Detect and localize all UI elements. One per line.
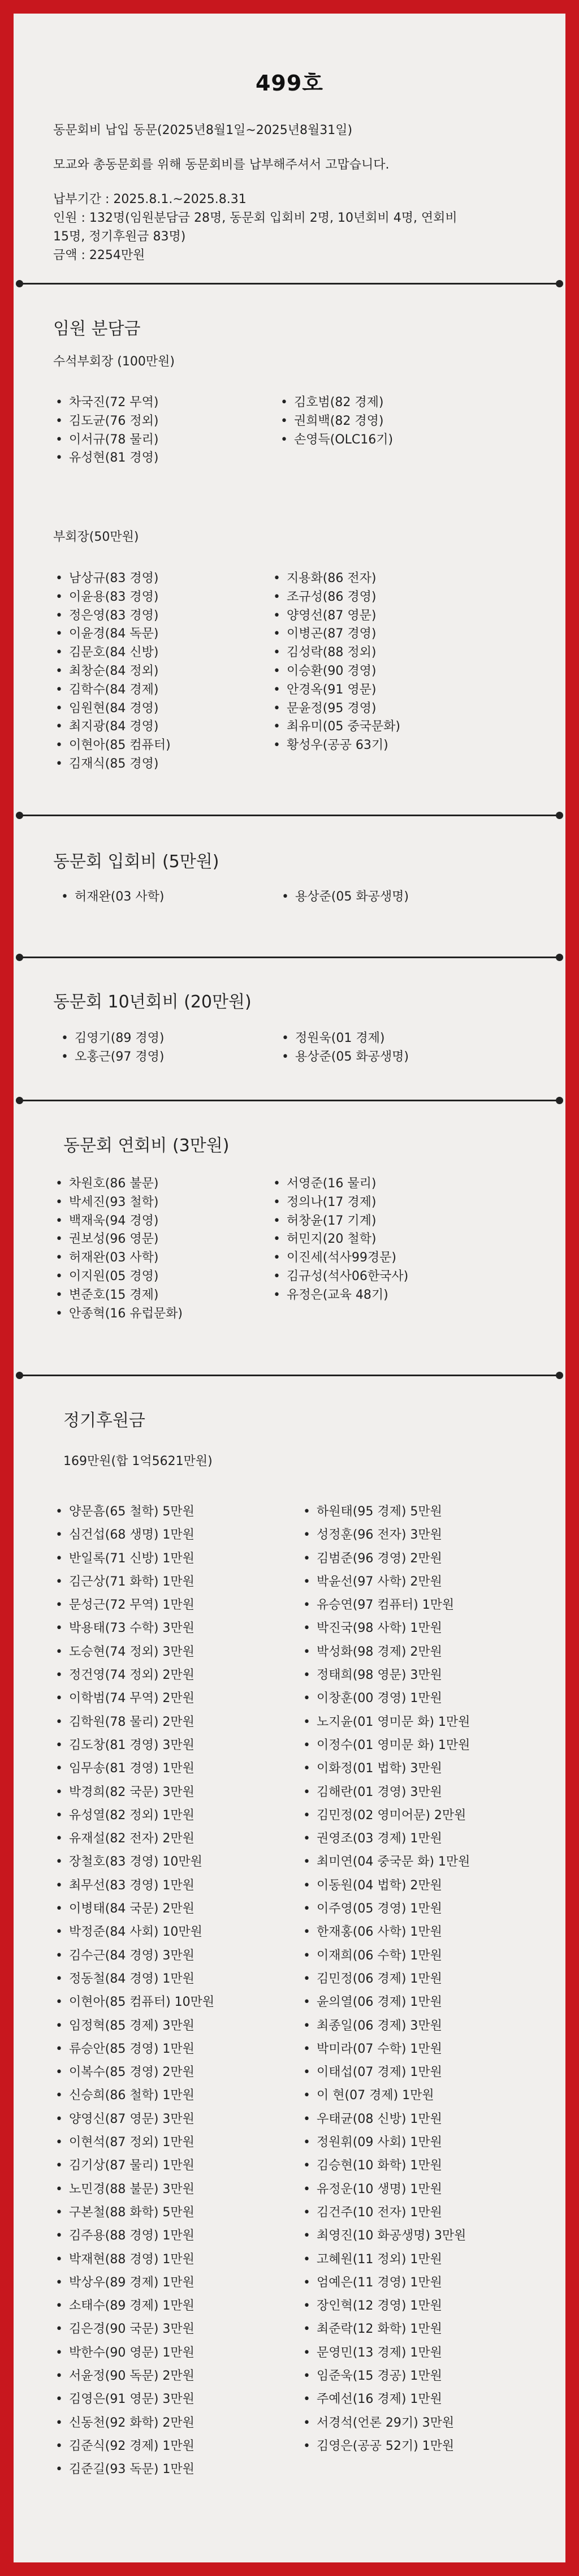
list-item: • 황성우(공공 63기) bbox=[271, 736, 400, 755]
intro-amount: 금액 : 2254만원 bbox=[53, 248, 145, 262]
list-item: • 임정혁(85 경제) 3만원 bbox=[53, 2014, 214, 2037]
list-item: • 주예선(16 경제) 1만원 bbox=[301, 2388, 470, 2411]
intro-count-cont: 15명, 정기후원금 83명) bbox=[53, 230, 186, 244]
list-item: • 김영은(91 영문) 3만원 bbox=[53, 2388, 214, 2411]
list-item: • 문영민(13 경제) 1만원 bbox=[301, 2341, 470, 2364]
list-item: • 유정은(교육 48기) bbox=[271, 1286, 408, 1305]
list-item: • 이복수(85 경영) 2만원 bbox=[53, 2061, 214, 2084]
list-item: • 정원휘(09 사회) 1만원 bbox=[301, 2131, 470, 2154]
deputy-list-right bbox=[271, 570, 400, 755]
list-item: • 박세진(93 철학) bbox=[53, 1194, 183, 1212]
list-item: • 허재완(03 사학) bbox=[53, 1249, 183, 1268]
list-item: • 하원태(95 경제) 5만원 bbox=[301, 1500, 470, 1523]
list-item: • 남상규(83 경영) bbox=[53, 570, 171, 588]
ten-year-section-title: 동문회 10년회비 (20만원) bbox=[53, 992, 252, 1012]
list-item: • 박윤선(97 사학) 2만원 bbox=[301, 1570, 470, 1593]
list-item: • 심건섭(68 생명) 1만원 bbox=[53, 1523, 214, 1547]
list-item: • 유성현(81 경영) bbox=[53, 449, 158, 468]
list-item: • 신동천(92 화학) 2만원 bbox=[53, 2411, 214, 2435]
list-item: • 박용태(73 수학) 3만원 bbox=[53, 1617, 214, 1640]
deputy-list-left bbox=[53, 570, 171, 774]
list-item: • 이동원(04 법학) 2만원 bbox=[301, 1874, 470, 1897]
list-item: • 김은경(90 국문) 3만원 bbox=[53, 2317, 214, 2341]
section-divider bbox=[18, 957, 561, 958]
ten-year-list-right bbox=[279, 1029, 409, 1067]
list-item: • 용상준(05 화공생명) bbox=[279, 1048, 409, 1067]
section-divider bbox=[18, 815, 561, 816]
list-item: • 지용화(86 전자) bbox=[271, 570, 400, 588]
list-item: • 윤의열(06 경제) 1만원 bbox=[301, 1991, 470, 2014]
list-item: • 이병곤(87 경영) bbox=[271, 625, 400, 644]
section-divider bbox=[18, 283, 561, 285]
list-item: • 김도균(76 정외) bbox=[53, 412, 158, 431]
list-item: • 유정운(10 생명) 1만원 bbox=[301, 2178, 470, 2201]
list-item: • 오홍근(97 경영) bbox=[59, 1048, 164, 1067]
entrance-list-left bbox=[59, 888, 164, 907]
list-item: • 도승현(74 정외) 3만원 bbox=[53, 1640, 214, 1664]
list-item: • 유승연(97 컴퓨터) 1만원 bbox=[301, 1593, 470, 1617]
list-item: • 이서규(78 물리) bbox=[53, 431, 158, 450]
list-item: • 소태수(89 경제) 1만원 bbox=[53, 2294, 214, 2317]
list-item: • 신승희(86 철학) 1만원 bbox=[53, 2084, 214, 2107]
list-item: • 김건주(10 전자) 1만원 bbox=[301, 2201, 470, 2224]
list-item: • 최준락(12 화학) 1만원 bbox=[301, 2317, 470, 2341]
list-item: • 한재홍(06 사학) 1만원 bbox=[301, 1920, 470, 1944]
list-item: • 변준호(15 경제) bbox=[53, 1286, 183, 1305]
list-item: • 허창윤(17 기계) bbox=[271, 1212, 408, 1231]
list-item: • 양영신(87 영문) 3만원 bbox=[53, 2108, 214, 2131]
list-item: • 김범준(96 경영) 2만원 bbox=[301, 1547, 470, 1570]
regular-list-right bbox=[301, 1500, 470, 2458]
list-item: • 박경희(82 국문) 3만원 bbox=[53, 1781, 214, 1804]
list-item: • 서영준(16 물리) bbox=[271, 1175, 408, 1194]
list-item: • 이승환(90 경영) bbox=[271, 662, 400, 681]
list-item: • 박한수(90 영문) 1만원 bbox=[53, 2341, 214, 2364]
list-item: • 허민지(20 철학) bbox=[271, 1230, 408, 1249]
list-item: • 장인혁(12 경영) 1만원 bbox=[301, 2294, 470, 2317]
list-item: • 김준길(93 독문) 1만원 bbox=[53, 2458, 214, 2481]
list-item: • 이병태(84 국문) 2만원 bbox=[53, 1897, 214, 1920]
list-item: • 정동철(84 경영) 1만원 bbox=[53, 1967, 214, 1991]
list-item: • 박진국(98 사학) 1만원 bbox=[301, 1617, 470, 1640]
list-item: • 손영득(OLC16기) bbox=[278, 431, 393, 450]
list-item: • 이주영(05 경영) 1만원 bbox=[301, 1897, 470, 1920]
list-item: • 노지윤(01 영미문 화) 1만원 bbox=[301, 1711, 470, 1734]
list-item: • 김학수(84 경제) bbox=[53, 681, 171, 700]
ten-year-list-left bbox=[59, 1029, 164, 1067]
list-item: • 류승안(85 경영) 1만원 bbox=[53, 2037, 214, 2061]
list-item: • 김성락(88 정외) bbox=[271, 644, 400, 662]
list-item: • 박정준(84 사회) 10만원 bbox=[53, 1920, 214, 1944]
list-item: • 박미라(07 수학) 1만원 bbox=[301, 2037, 470, 2061]
list-item: • 이창훈(00 경영) 1만원 bbox=[301, 1687, 470, 1710]
list-item: • 김민정(06 경제) 1만원 bbox=[301, 1967, 470, 1991]
list-item: • 이현석(87 정외) 1만원 bbox=[53, 2131, 214, 2154]
list-item: • 임무송(81 경영) 1만원 bbox=[53, 1757, 214, 1780]
intro-thanks: 모교와 총동문회를 위해 동문회비를 납부해주셔서 고맙습니다. bbox=[53, 158, 390, 172]
list-item: • 최영진(10 화공생명) 3만원 bbox=[301, 2224, 470, 2247]
list-item: • 정은영(83 경영) bbox=[53, 607, 171, 626]
list-item: • 서경석(언론 29기) 3만원 bbox=[301, 2411, 470, 2435]
list-item: • 이정수(01 영미문 화) 1만원 bbox=[301, 1734, 470, 1757]
list-item: • 안경옥(91 영문) bbox=[271, 681, 400, 700]
list-item: • 박재현(88 경영) 1만원 bbox=[53, 2248, 214, 2271]
regular-list-left bbox=[53, 1500, 214, 2481]
list-item: • 정건영(74 정외) 2만원 bbox=[53, 1664, 214, 1687]
list-item: • 허재완(03 사학) bbox=[59, 888, 164, 907]
list-item: • 이윤경(84 독문) bbox=[53, 625, 171, 644]
list-item: • 김규성(석사06한국사) bbox=[271, 1268, 408, 1286]
list-item: • 문성근(72 무역) 1만원 bbox=[53, 1593, 214, 1617]
list-item: • 고혜원(11 정외) 1만원 bbox=[301, 2248, 470, 2271]
list-item: • 박상우(89 경제) 1만원 bbox=[53, 2271, 214, 2294]
list-item: • 우태균(08 신방) 1만원 bbox=[301, 2108, 470, 2131]
list-item: • 이재희(06 수학) 1만원 bbox=[301, 1944, 470, 1967]
list-item: • 최지광(84 경영) bbox=[53, 718, 171, 736]
list-item: • 이현아(85 컴퓨터) bbox=[53, 736, 171, 755]
vice-chair-label: 수석부회장 (100만원) bbox=[53, 355, 175, 369]
list-item: • 이진세(석사99경문) bbox=[271, 1249, 408, 1268]
regular-section-title: 정기후원금 bbox=[63, 1411, 145, 1431]
list-item: • 이화정(01 법학) 3만원 bbox=[301, 1757, 470, 1780]
list-item: • 임원현(84 경영) bbox=[53, 700, 171, 718]
list-item: • 김영기(89 경영) bbox=[59, 1029, 164, 1048]
list-item: • 김근상(71 화학) 1만원 bbox=[53, 1570, 214, 1593]
list-item: • 최미연(04 중국문 화) 1만원 bbox=[301, 1850, 470, 1873]
list-item: • 차원호(86 불문) bbox=[53, 1175, 183, 1194]
intro-period-heading: 동문회비 납입 동문(2025년8월1일~2025년8월31일) bbox=[53, 123, 353, 137]
list-item: • 김문호(84 신방) bbox=[53, 644, 171, 662]
entrance-section-title: 동문회 입회비 (5만원) bbox=[53, 852, 219, 872]
notice-card bbox=[14, 14, 565, 2562]
list-item: • 엄예은(11 경영) 1만원 bbox=[301, 2271, 470, 2294]
annual-list-left bbox=[53, 1175, 183, 1323]
list-item: • 구본철(88 화학) 5만원 bbox=[53, 2201, 214, 2224]
list-item: • 차국진(72 무역) bbox=[53, 394, 158, 412]
list-item: • 정원욱(01 경제) bbox=[279, 1029, 409, 1048]
vice-chair-list-left bbox=[53, 394, 158, 468]
list-item: • 조규성(86 경영) bbox=[271, 588, 400, 607]
list-item: • 최무선(83 경영) 1만원 bbox=[53, 1874, 214, 1897]
regular-summary: 169만원(합 1억5621만원) bbox=[63, 1454, 213, 1468]
list-item: • 김재식(85 경영) bbox=[53, 755, 171, 774]
list-item: • 서윤정(90 독문) 2만원 bbox=[53, 2364, 214, 2388]
list-item: • 정태희(98 영문) 3만원 bbox=[301, 1664, 470, 1687]
list-item: • 정의나(17 경제) bbox=[271, 1194, 408, 1212]
page-title: 499호 bbox=[255, 71, 324, 96]
list-item: • 백재욱(94 경영) bbox=[53, 1212, 183, 1231]
intro-count: 인원 : 132명(임원분담금 28명, 동문회 입회비 2명, 10년회비 4명, 연회비 bbox=[53, 211, 457, 225]
list-item: • 박성화(98 경제) 2만원 bbox=[301, 1640, 470, 1664]
list-item: • 이태섭(07 경제) 1만원 bbox=[301, 2061, 470, 2084]
deputy-label: 부회장(50만원) bbox=[53, 530, 139, 544]
list-item: • 안종혁(16 유럽문화) bbox=[53, 1305, 183, 1324]
list-item: • 김민정(02 영미어문) 2만원 bbox=[301, 1804, 470, 1827]
list-item: • 김호범(82 경제) bbox=[278, 394, 393, 412]
list-item: • 양영선(87 영문) bbox=[271, 607, 400, 626]
list-item: • 권영조(03 경제) 1만원 bbox=[301, 1827, 470, 1850]
list-item: • 김영은(공공 52기) 1만원 bbox=[301, 2435, 470, 2458]
list-item: • 이학범(74 무역) 2만원 bbox=[53, 1687, 214, 1710]
list-item: • 유성열(82 정외) 1만원 bbox=[53, 1804, 214, 1827]
list-item: • 김주용(88 경영) 1만원 bbox=[53, 2224, 214, 2247]
list-item: • 최창순(84 정외) bbox=[53, 662, 171, 681]
intro-block bbox=[53, 121, 522, 265]
list-item: • 김기상(87 물리) 1만원 bbox=[53, 2154, 214, 2177]
list-item: • 최종일(06 경제) 3만원 bbox=[301, 2014, 470, 2037]
list-item: • 유재설(82 전자) 2만원 bbox=[53, 1827, 214, 1850]
annual-list-right bbox=[271, 1175, 408, 1305]
list-item: • 노민경(88 불문) 3만원 bbox=[53, 2178, 214, 2201]
officer-section-title: 임원 분담금 bbox=[53, 319, 141, 339]
list-item: • 이윤용(83 경영) bbox=[53, 588, 171, 607]
list-item: • 김승현(10 화학) 1만원 bbox=[301, 2154, 470, 2177]
list-item: • 이현아(85 컴퓨터) 10만원 bbox=[53, 1991, 214, 2014]
entrance-list-right bbox=[279, 888, 409, 907]
list-item: • 임준욱(15 경공) 1만원 bbox=[301, 2364, 470, 2388]
section-divider bbox=[18, 1100, 561, 1101]
list-item: • 장철호(83 경영) 10만원 bbox=[53, 1850, 214, 1873]
list-item: • 최유미(05 중국문화) bbox=[271, 718, 400, 736]
list-item: • 권희백(82 경영) bbox=[278, 412, 393, 431]
list-item: • 용상준(05 화공생명) bbox=[279, 888, 409, 907]
list-item: • 김학원(78 물리) 2만원 bbox=[53, 1711, 214, 1734]
list-item: • 반일록(71 신방) 1만원 bbox=[53, 1547, 214, 1570]
section-divider bbox=[18, 1375, 561, 1376]
list-item: • 이 현(07 경제) 1만원 bbox=[301, 2084, 470, 2107]
list-item: • 문윤정(95 경영) bbox=[271, 700, 400, 718]
list-item: • 김수근(84 경영) 3만원 bbox=[53, 1944, 214, 1967]
list-item: • 이지원(05 경영) bbox=[53, 1268, 183, 1286]
list-item: • 성정훈(96 전자) 3만원 bbox=[301, 1523, 470, 1547]
list-item: • 김준식(92 경제) 1만원 bbox=[53, 2435, 214, 2458]
list-item: • 김해란(01 경영) 3만원 bbox=[301, 1781, 470, 1804]
list-item: • 권보성(96 영문) bbox=[53, 1230, 183, 1249]
vice-chair-list-right bbox=[278, 394, 393, 449]
annual-section-title: 동문회 연회비 (3만원) bbox=[63, 1136, 230, 1156]
list-item: • 김도창(81 경영) 3만원 bbox=[53, 1734, 214, 1757]
intro-period: 납부기간 : 2025.8.1.~2025.8.31 bbox=[53, 192, 247, 206]
list-item: • 양문흠(65 철학) 5만원 bbox=[53, 1500, 214, 1523]
